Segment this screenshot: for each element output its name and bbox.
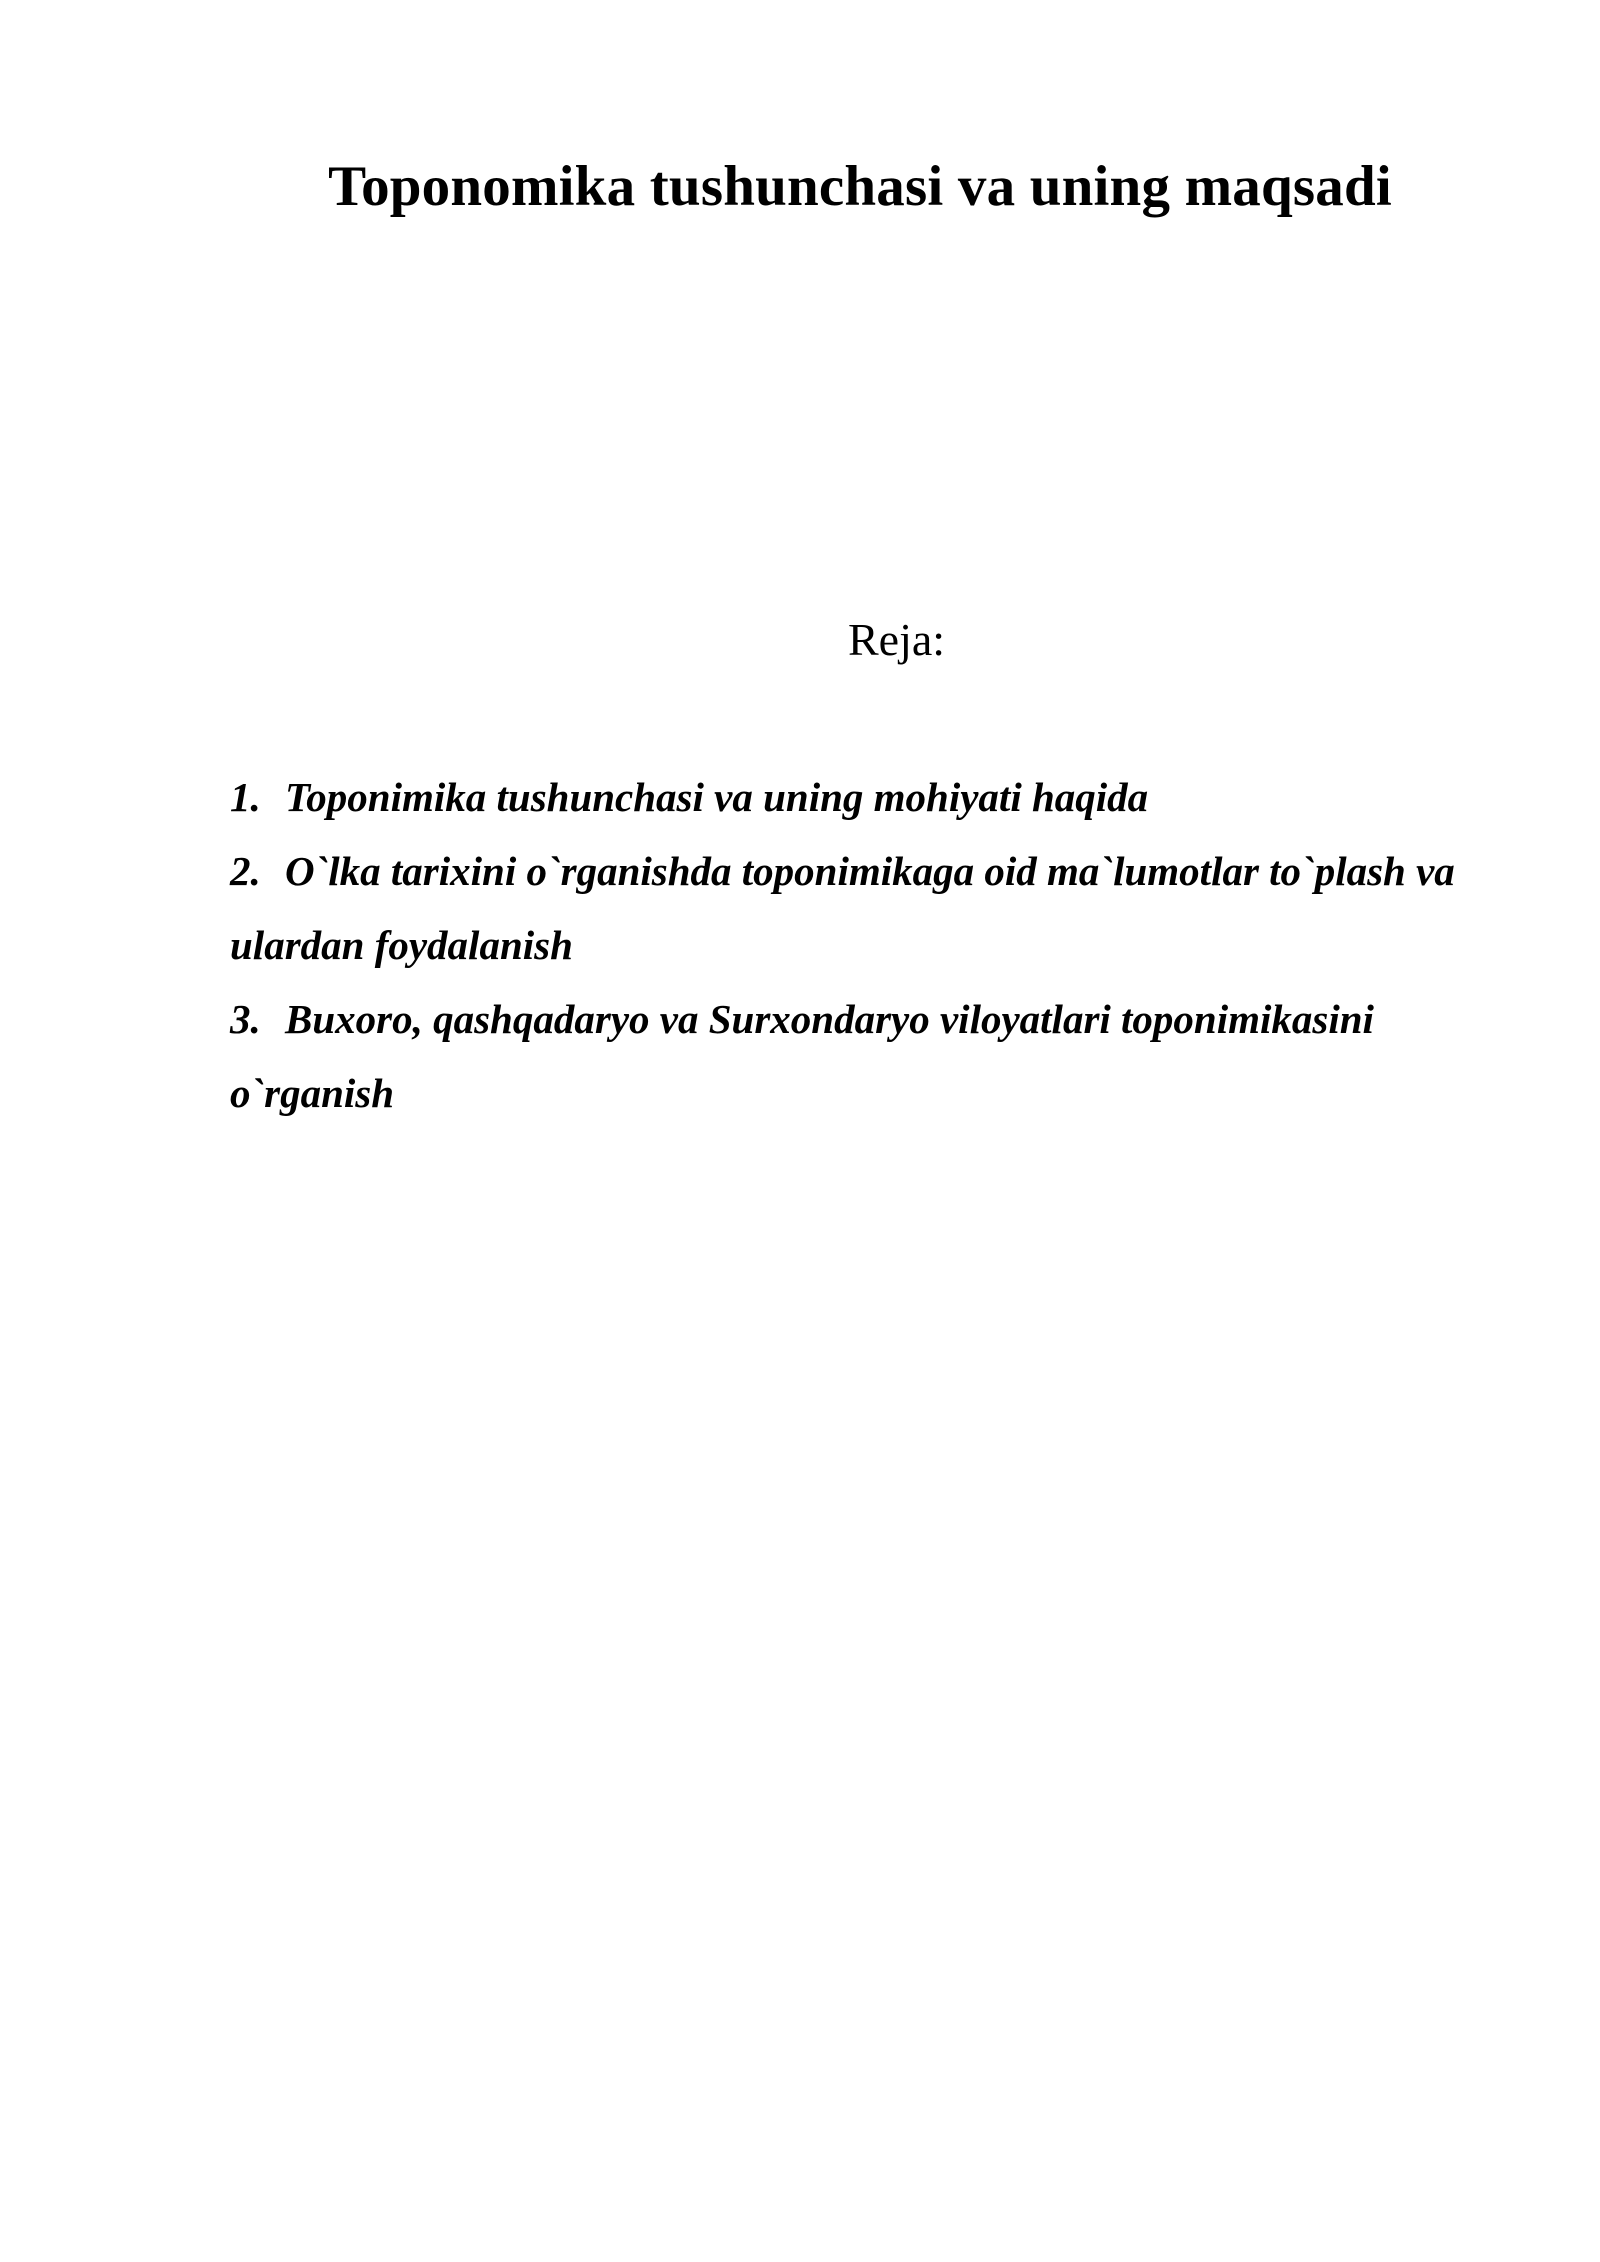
plan-item-number: 2. — [230, 848, 261, 894]
plan-item-3 — [230, 982, 1490, 1130]
plan-heading: Reja: — [848, 614, 946, 665]
plan-item-1 — [230, 760, 1490, 834]
plan-item-text: O`lka tarixini o`rganishda toponimikaga oid ma`lumotlar to`plash va ulardan foydalanish — [230, 848, 1455, 968]
plan-item-text: Toponimika tushunchasi va uning mohiyati haqida — [285, 774, 1149, 820]
plan-item-2 — [230, 834, 1490, 982]
plan-list — [230, 760, 1490, 1130]
plan-item-number: 3. — [230, 996, 261, 1042]
plan-item-number: 1. — [230, 774, 261, 820]
document-title: Toponomika tushunchasi va uning maqsadi — [328, 155, 1392, 218]
plan-item-text: Buxoro, qashqadaryo va Surxondaryo viloyatlari toponimikasini o`rganish — [230, 996, 1374, 1116]
